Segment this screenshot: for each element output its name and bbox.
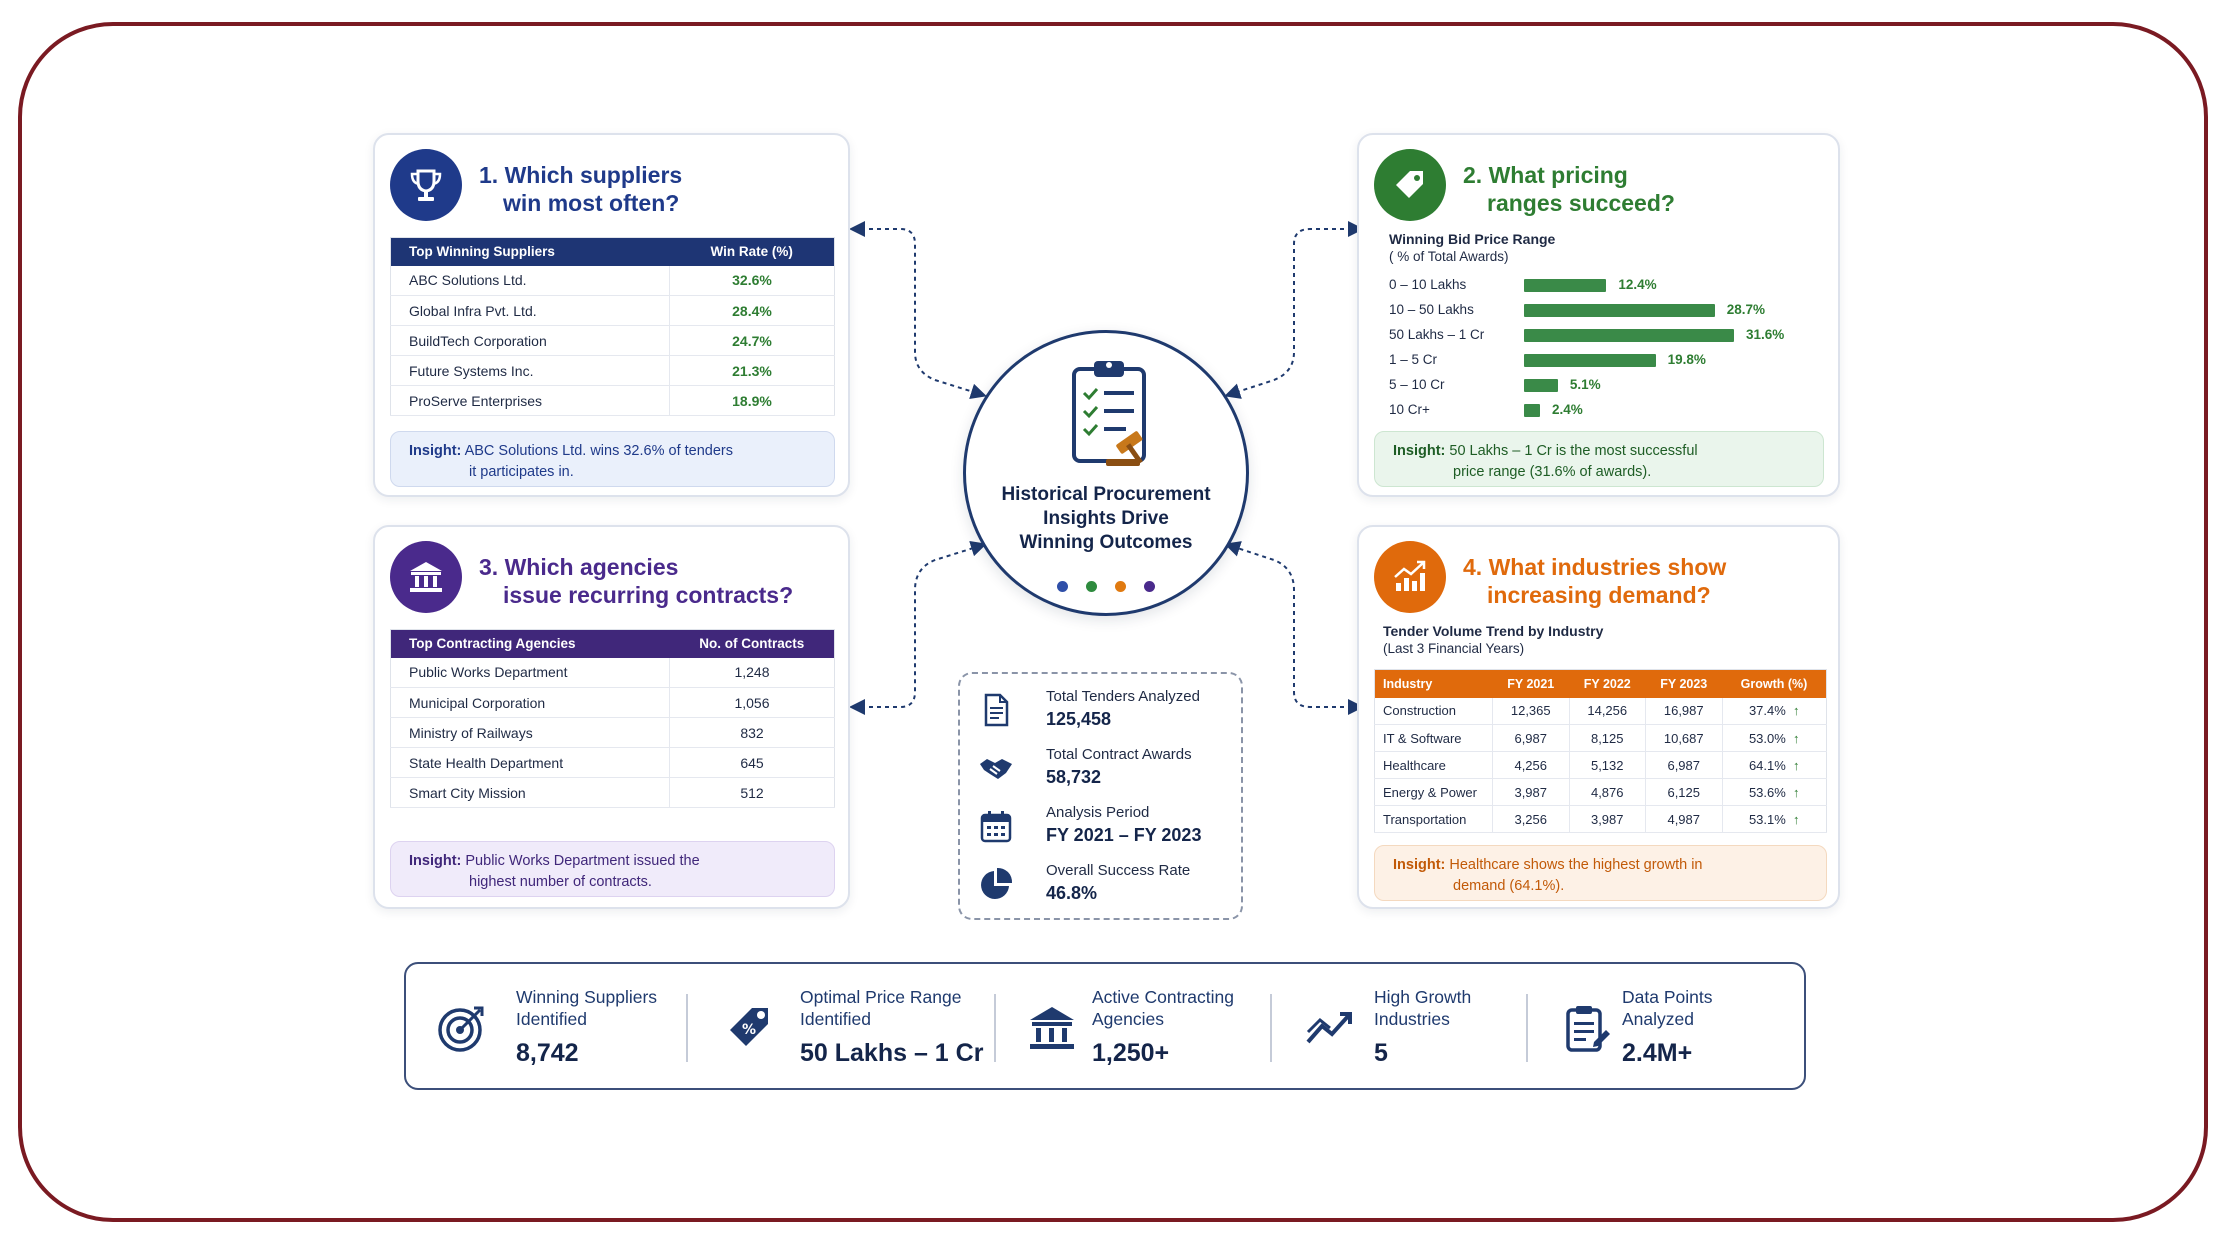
bank-icon xyxy=(1026,1002,1078,1054)
kpi-divider xyxy=(686,994,688,1062)
bar xyxy=(1524,329,1734,342)
stat-analysis-period: Analysis Period FY 2021 – FY 2023 xyxy=(978,804,1228,854)
trophy-icon xyxy=(390,149,462,221)
kpi-high-growth: High Growth Industries 5 xyxy=(1304,964,1524,1088)
insight-industries: Insight: Healthcare shows the highest growth in demand (64.1%). xyxy=(1374,845,1827,901)
table-header: Win Rate (%) xyxy=(710,244,793,260)
card-industries-title: 4. What industries show increasing demand? xyxy=(1463,554,1727,608)
table-row: Smart City Mission 512 xyxy=(391,778,835,808)
table-row: ABC Solutions Ltd. 32.6% xyxy=(391,266,835,296)
connector-q4 xyxy=(1228,545,1360,707)
table-row: Public Works Department 1,248 xyxy=(391,658,835,688)
arrow-up-icon: ↑ xyxy=(1793,784,1800,800)
table-row: State Health Department 645 xyxy=(391,748,835,778)
bar-value-label: 5.1% xyxy=(1569,377,1601,392)
insight-agencies: Insight: Public Works Department issued the highest number of contracts. xyxy=(390,841,835,897)
table-header: FY 2022 xyxy=(1583,676,1631,691)
bar xyxy=(1524,304,1715,317)
bar xyxy=(1524,404,1540,417)
target-icon xyxy=(436,1002,488,1054)
center-hub xyxy=(963,330,1249,616)
trend-table-title: Tender Volume Trend by Industry xyxy=(1383,623,1604,639)
arrow-up-icon: ↑ xyxy=(1793,730,1800,746)
table-row: Transportation 3,256 3,987 4,987 53.1% ↑ xyxy=(1375,806,1827,833)
center-dots xyxy=(966,581,1246,592)
svg-text:%: % xyxy=(742,1022,757,1038)
card-suppliers-title: 1. Which suppliers win most often? xyxy=(479,162,683,216)
kpi-divider xyxy=(1526,994,1528,1062)
table-header: No. of Contracts xyxy=(699,636,805,652)
table-row: Ministry of Railways 832 xyxy=(391,718,835,748)
price-chart-title: Winning Bid Price Range xyxy=(1389,231,1556,247)
dot-blue xyxy=(1057,581,1068,592)
stat-total-awards: Total Contract Awards 58,732 xyxy=(978,746,1228,796)
stat-total-tenders: Total Tenders Analyzed 125,458 xyxy=(978,688,1228,738)
insight-pricing: Insight: 50 Lakhs – 1 Cr is the most successful price range (31.6% of awards). xyxy=(1374,431,1824,487)
table-row: Healthcare 4,256 5,132 6,987 64.1% ↑ xyxy=(1375,752,1827,779)
kpi-bar xyxy=(404,962,1806,1090)
kpi-winning-suppliers: Winning Suppliers Identified 8,742 xyxy=(436,964,686,1088)
kpi-data-points: Data Points Analyzed 2.4M+ xyxy=(1560,964,1780,1088)
table-row: Construction 12,365 14,256 16,987 37.4% ↑ xyxy=(1375,698,1827,725)
table-header: FY 2021 xyxy=(1507,676,1555,691)
dot-green xyxy=(1086,581,1097,592)
kpi-divider xyxy=(994,994,996,1062)
table-row: Municipal Corporation 1,056 xyxy=(391,688,835,718)
trend-table-subtitle: (Last 3 Financial Years) xyxy=(1383,641,1525,656)
arrow-up-icon: ↑ xyxy=(1793,757,1800,773)
table-row: Future Systems Inc. 21.3% xyxy=(391,356,835,386)
bar-row xyxy=(1389,325,1849,345)
dot-purple xyxy=(1144,581,1155,592)
center-title: Historical Procurement Insights Drive Winning Outcomes xyxy=(1001,484,1211,553)
insight-suppliers: Insight: ABC Solutions Ltd. wins 32.6% of tenders it participates in. xyxy=(390,431,835,487)
card-pricing xyxy=(1357,133,1840,497)
bar-category-label: 50 Lakhs – 1 Cr xyxy=(1389,327,1485,342)
table-header: Top Contracting Agencies xyxy=(409,636,576,652)
bar-row xyxy=(1389,375,1849,395)
kpi-optimal-price: % Optimal Price Range Identified 50 Lakhs – 1 Cr xyxy=(724,964,984,1088)
suppliers-table xyxy=(390,237,835,416)
table-header: Top Winning Suppliers xyxy=(409,244,555,260)
clipboard-gavel-icon xyxy=(1066,355,1161,470)
table-header: Growth (%) xyxy=(1740,676,1808,691)
bar-row xyxy=(1389,275,1849,295)
table-row: BuildTech Corporation 24.7% xyxy=(391,326,835,356)
bar-category-label: 1 – 5 Cr xyxy=(1389,352,1438,367)
handshake-icon xyxy=(978,750,1014,786)
card-suppliers xyxy=(373,133,850,497)
pie-chart-icon xyxy=(978,866,1014,902)
calendar-icon xyxy=(978,808,1014,844)
arrow-up-icon: ↑ xyxy=(1793,703,1800,719)
bar-value-label: 28.7% xyxy=(1726,302,1765,317)
summary-stats-box xyxy=(958,672,1243,920)
arrow-up-icon: ↑ xyxy=(1793,811,1800,827)
table-row: Energy & Power 3,987 4,876 6,125 53.6% ↑ xyxy=(1375,779,1827,806)
card-pricing-title: 2. What pricing ranges succeed? xyxy=(1463,162,1675,216)
bar-value-label: 19.8% xyxy=(1667,352,1706,367)
bar xyxy=(1524,379,1558,392)
bar-category-label: 5 – 10 Cr xyxy=(1389,377,1445,392)
bank-icon xyxy=(390,541,462,613)
bar-category-label: 10 Cr+ xyxy=(1389,402,1430,417)
table-row: IT & Software 6,987 8,125 10,687 53.0% ↑ xyxy=(1375,725,1827,752)
bar-row xyxy=(1389,300,1849,320)
stat-success-rate: Overall Success Rate 46.8% xyxy=(978,862,1228,912)
growth-chart-icon xyxy=(1374,541,1446,613)
bar-row xyxy=(1389,400,1849,420)
bar-value-label: 12.4% xyxy=(1618,277,1657,292)
table-row: Global Infra Pvt. Ltd. 28.4% xyxy=(391,296,835,326)
dot-orange xyxy=(1115,581,1126,592)
card-agencies-title: 3. Which agencies issue recurring contracts? xyxy=(479,554,794,608)
bar xyxy=(1524,354,1656,367)
price-tag-icon xyxy=(724,1002,776,1054)
kpi-divider xyxy=(1270,994,1272,1062)
connector-q1 xyxy=(853,229,983,395)
card-agencies xyxy=(373,525,850,909)
bar-row xyxy=(1389,350,1849,370)
agencies-table xyxy=(390,629,835,808)
clipboard-icon xyxy=(1560,1002,1612,1054)
bar xyxy=(1524,279,1606,292)
table-header: FY 2023 xyxy=(1660,676,1708,691)
price-chart-subtitle: ( % of Total Awards) xyxy=(1389,249,1509,264)
price-range-chart xyxy=(1389,275,1829,417)
industry-trend-table xyxy=(1374,669,1827,833)
trend-up-icon xyxy=(1304,1002,1356,1054)
table-header: Industry xyxy=(1383,676,1433,691)
connector-q2 xyxy=(1228,229,1360,395)
card-industries xyxy=(1357,525,1840,909)
kpi-active-agencies: Active Contracting Agencies 1,250+ xyxy=(1026,964,1286,1088)
bar-category-label: 10 – 50 Lakhs xyxy=(1389,302,1474,317)
table-row: ProServe Enterprises 18.9% xyxy=(391,386,835,416)
price-tag-icon xyxy=(1374,149,1446,221)
document-icon xyxy=(978,692,1014,728)
bar-category-label: 0 – 10 Lakhs xyxy=(1389,277,1467,292)
bar-value-label: 2.4% xyxy=(1551,402,1583,417)
bar-value-label: 31.6% xyxy=(1746,327,1785,342)
